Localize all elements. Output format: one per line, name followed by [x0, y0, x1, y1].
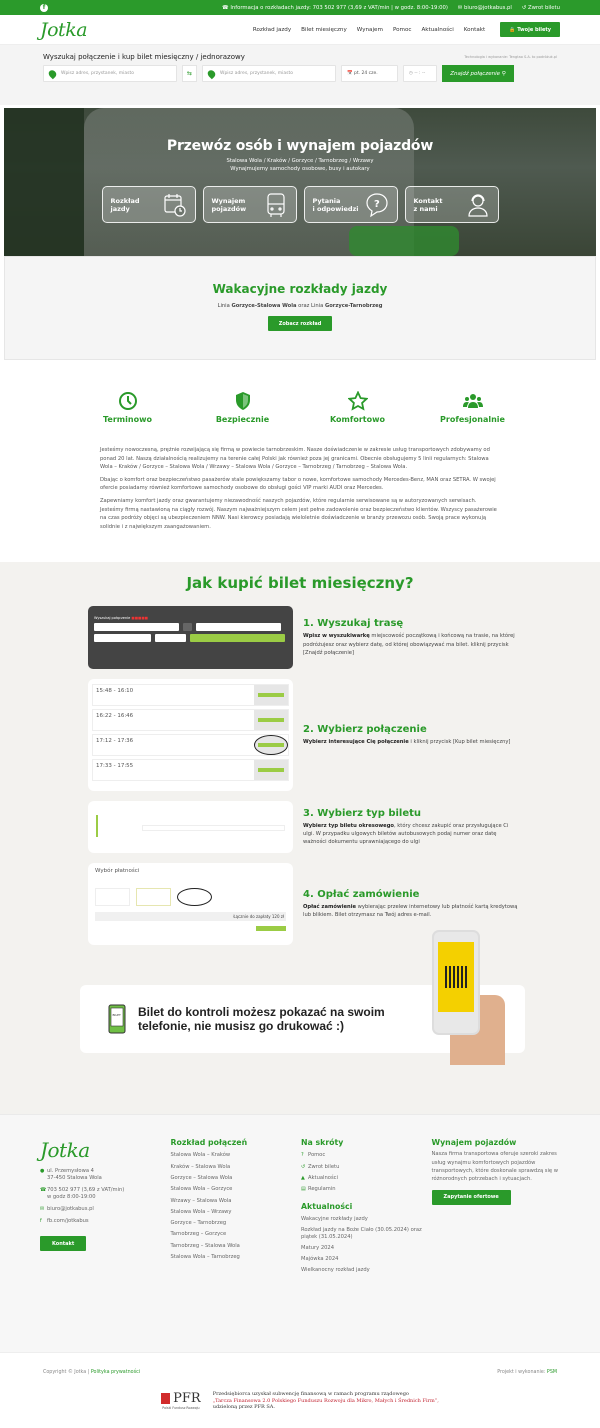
facebook-icon: f [40, 1218, 42, 1225]
shield-icon [233, 391, 253, 411]
bus-icon [264, 192, 288, 218]
see-schedule-button[interactable]: Zobacz rozkład [268, 316, 333, 331]
phone-image [432, 930, 480, 1035]
shortcut-refund[interactable]: ↺ Zwrot biletu [301, 1162, 432, 1173]
step-title: 3. Wybierz typ biletu [303, 807, 422, 819]
lock-icon: 🔒 [509, 26, 518, 33]
shortcut-help[interactable]: ? Pomoc [301, 1150, 432, 1161]
location-icon: ● [40, 1168, 45, 1175]
tile-rental[interactable]: Wynajem pojazdów [203, 186, 297, 223]
about-paragraph: Jesteśmy nowoczesną, prężnie rozwijającą się firmą w powiecie tarnobrzeskim. Nasze doświadczenie w zakresie usług transportowych zdobywamy od ponad 20 lat. Naszą działalnością realizujemy na terenie całej Polski jak również poza jej granicami. Obecnie obsługujemy 5 linii regularnych: Stalowa Wola – Kraków / Gorzyce – Stalowa Wola / Wrzawy – Stalowa Wola / Gorzyce – Tarnobrzeg / Tarnobrzeg – Stalowa Wola. [100, 447, 490, 471]
news-link[interactable]: Wakacyjne rozkłady jazdy [301, 1215, 368, 1222]
date-input[interactable]: 📅 pt. 24 cze. [341, 65, 398, 82]
end-pin-icon [206, 68, 217, 79]
feature-professional: Profesjonalnie [433, 391, 513, 424]
footer-rental: Wynajem pojazdów Nasza firma transportowa oferuje szeroki zakres usług wynajmu komfortowych pojazdów transportowych, które doskonale sprawdzą się w różnorodnych potrzebach i sytuacjach. Zapytanie ofertowe [432, 1138, 561, 1352]
about-paragraph: Zapewniamy komfort jazdy oraz gwarantujemy niezawodność naszych pojazdów, które regularnie serwisowane są w autoryzowanych serwisach. Jesteśmy firmą nastawioną na ciągły rozwój. Naszym najważniejszym celem jest pełne zadowolenie oraz bezpieczeństwo klientów. Wszyscy pasażerowie na czas podróży objęci są ubezpieczeniem NNW. Nasi kierowcy posiadają wieloletnie doświadczenie w branży przewozu osób. Swoją prace wykonują solidnie i z największym zaangażowaniem. [100, 497, 497, 530]
refund-link[interactable]: ↺ Zwrot biletu [521, 4, 560, 11]
facebook-icon[interactable]: f [40, 4, 48, 12]
time-input[interactable]: ◷ -- : -- [403, 65, 437, 82]
news-link[interactable]: Rozkład jazdy na Boże Ciało (30.05.2024) oraz piątek (31.05.2024) [301, 1226, 422, 1240]
step-text: Wybierz interesujące Cię połączenie i kliknij przycisk [Kup bilet miesięczny] [303, 739, 511, 746]
to-input[interactable]: Wpisz adres, przystanek, miasto [202, 65, 336, 82]
step-2 [88, 679, 600, 791]
svg-text:?: ? [373, 198, 380, 210]
step-4 [88, 863, 600, 945]
feature-on-time: Terminowo [88, 391, 168, 424]
footer-facebook[interactable]: fb.com/jotkabus [47, 1218, 89, 1225]
hero-subtitle: Stalowa Wola / Kraków / Gorzyce / Tarnobrzeg / Wrzawy Wynajmujemy samochody osobowe, busy i autokary [226, 158, 374, 172]
top-bar [0, 0, 600, 15]
nav-item-news[interactable]: Aktualności [421, 26, 454, 33]
nav-item-rental[interactable]: Wynajem [356, 26, 383, 33]
pfr-logo: PFR Polski Fundusz Rozwoju [162, 1391, 201, 1411]
step-title: 4. Opłać zamówienie [303, 889, 420, 901]
star-icon [348, 391, 368, 411]
holiday-schedule-section [4, 256, 596, 360]
footer [0, 1114, 600, 1352]
footer-contact: Jotka ● ul. Przemysłowa 4 37-450 Stalowa Wola ☎ 703 502 977 (3,69 z VAT/min) w godz 8:00-19:00 ✉ biuro@jotkabus.pl f fb.com/jotkabus Kontakt [40, 1138, 171, 1352]
phone-ticket-icon [108, 1004, 126, 1034]
holiday-text: Linia Gorzyce-Stalowa Wola oraz Linia Gorzyce-Tarnobrzeg [217, 303, 383, 309]
about-text [0, 424, 600, 531]
step-text: Wybierz typ biletu okresowego, który chcesz zakupić oraz przysługujące Ci ulgi. W przypadku ulgowych biletów autobusowych podaj numer oraz datę ważności dokumentu uprawniającego do ulgi [303, 822, 509, 846]
how-title: Jak kupić bilet miesięczny? [186, 574, 414, 593]
document-icon: ▤ [301, 1186, 306, 1193]
nav-item-schedule[interactable]: Rozkład jazdy [252, 26, 292, 33]
van-grille [349, 226, 459, 256]
phone-ticket-banner: BILET Bilet do kontroli możesz pokazać na swoim telefonie, nie musisz go drukować :) [80, 985, 525, 1053]
search-icon: ⚲ [501, 70, 506, 77]
shortcut-terms[interactable]: ▤ Regulamin [301, 1184, 432, 1195]
route-link[interactable]: Tarnobrzeg – Gorzyce [170, 1231, 227, 1238]
logo[interactable]: Jotka [40, 18, 88, 41]
hero-title: Przewóz osób i wynajem pojazdów [166, 138, 434, 154]
holiday-title: Wakacyjne rozkłady jazdy [212, 282, 388, 296]
footer-email[interactable]: biuro@jotkabus.pl [47, 1206, 94, 1213]
clock-icon: ◷ [409, 71, 415, 76]
question-bubble-icon [365, 192, 389, 218]
route-link[interactable]: Kraków – Stalowa Wola [170, 1163, 231, 1170]
pfr-logo-icon [161, 1393, 170, 1404]
connection-search [0, 45, 600, 105]
email-link[interactable]: ✉ biuro@jotkabus.pl [457, 4, 512, 11]
phone-icon: ☎ [40, 1187, 47, 1194]
refund-icon: ↺ [301, 1163, 306, 1170]
how-to-buy-section [0, 562, 600, 1114]
nav-item-monthly-ticket[interactable]: Bilet miesięczny [301, 26, 347, 33]
tile-contact[interactable]: Kontakt z nami [405, 186, 499, 223]
route-link[interactable]: Stalowa Wola – Wrzawy [170, 1208, 232, 1215]
footer-shortcuts: Na skróty ? Pomoc ↺ Zwrot biletu ▲ Aktualności ▤ Regulamin Aktualności Wakacyjne rozkłady jazdy Rozkład jazdy na Boże Ciało (30.05.2024) oraz piątek (31.05.2024) Matury 2024 Majówka 2024 Wielkanocny rozkład jazdy [301, 1138, 432, 1352]
news-link[interactable]: Matury 2024 [301, 1244, 335, 1251]
nav-item-help[interactable]: Pomoc [392, 26, 412, 33]
tile-schedule[interactable]: Rozkład jazdy [102, 186, 196, 223]
from-input[interactable]: Wpisz adres, przystanek, miasto [43, 65, 177, 82]
route-link[interactable]: Tarnobrzeg – Stalowa Wola [170, 1242, 240, 1249]
results-screenshot: 15:48 - 16:10 16:22 - 16:46 17:12 - 17:36 17:33 - 17:55 [88, 679, 293, 791]
swap-button[interactable] [182, 65, 197, 82]
privacy-policy-link[interactable]: Polityka prywatności [90, 1370, 141, 1376]
phone-info: ☎ Informacja o rozkładach jazdy: 703 502 977 (3,69 z VAT/min | w godz. 8:00-19:00) [222, 4, 448, 11]
quote-request-button[interactable]: Zapytanie ofertowe [432, 1190, 511, 1205]
route-link[interactable]: Stalowa Wola – Kraków [170, 1152, 231, 1159]
svg-text:BILET: BILET [112, 1013, 121, 1018]
features [0, 391, 600, 424]
author-link[interactable]: PSM [546, 1370, 557, 1376]
start-pin-icon [47, 68, 58, 79]
bell-icon: ▲ [301, 1174, 305, 1181]
ticket-type-screenshot [88, 801, 293, 853]
step-text: Wpisz w wyszukiwarkę miejscowość początkową i końcową na trasie, na której podróżujesz oraz wybierz datę, od której obowiązywać ma bilet. kliknij przycisk [Znajdź połączenie] [303, 633, 515, 656]
news-link[interactable]: Majówka 2024 [301, 1256, 339, 1263]
feature-comfort: Komfortowo [318, 391, 398, 424]
step-title: 1. Wyszukaj trasę [303, 618, 404, 630]
footer-logo: Jotka [40, 1138, 90, 1163]
clock-icon [118, 391, 138, 411]
step-3 [88, 801, 600, 853]
step-text: Opłać zamówienie wybierając przelew internetowy lub płatność kartą kredytową lub blikiem. Bilet otrzymasz na Twój adres e-mail. [303, 904, 518, 919]
tile-faq[interactable]: Pytania i odpowiedzi ? [304, 186, 398, 223]
mail-icon: ✉ [40, 1206, 45, 1213]
shortcut-news[interactable]: ▲ Aktualności [301, 1173, 432, 1184]
nav-item-contact[interactable]: Kontakt [463, 26, 486, 33]
support-agent-icon [466, 192, 490, 218]
pfr-notice: PFR Polski Fundusz Rozwoju Przedsiębiorca uzyskał subwencję finansową w ramach programu rządowego „Tarcza Finansowa 2.0 Polskiego Funduszu Rozwoju dla Mikro, Małych i Średnich Firm”, udzieloną przez PFR SA. [162, 1391, 439, 1411]
copyright-bar: Copyright © Jotka | Polityka prywatności Projekt i wykonanie: PSM [0, 1352, 600, 1383]
qr-code-icon [445, 966, 467, 988]
help-icon: ? [301, 1152, 304, 1159]
feature-safe: Bezpiecznie [203, 391, 283, 424]
your-tickets-button[interactable]: 🔒 Twoje bilety [500, 22, 560, 37]
footer-routes: Rozkład połączeń Stalowa Wola – Kraków Kraków – Stalowa Wola Gorzyce – Stalowa Wola Stalowa Wola – Gorzyce Wrzawy – Stalowa Wola Stalowa Wola – Wrzawy Gorzyce – Tarnobrzeg Tarnobrzeg – Gorzyce Tarnobrzeg – Stalowa Wola Stalowa Wola – Tarnobrzeg [171, 1138, 302, 1352]
news-link[interactable]: Wielkanocny rozkład jazdy [301, 1267, 370, 1274]
about-paragraph: Dbając o komfort oraz bezpieczeństwo pasażerów stale powiększamy tabor o nowe, komfortowe samochody Mercedes-Benz, MAN oraz SETRA. W swojej ofercie posiadamy również komfortowe samochody osobowe do obsługi gości VIP marki AUDI oraz Mercedes. [100, 476, 496, 492]
route-link[interactable]: Gorzyce – Tarnobrzeg [170, 1220, 227, 1227]
route-link[interactable]: Wrzawy – Stalowa Wola [170, 1197, 232, 1204]
step-title: 2. Wybierz połączenie [303, 724, 427, 736]
calendar-icon: 📅 [347, 71, 355, 76]
calendar-clock-icon [163, 192, 187, 218]
footer-contact-button[interactable]: Kontakt [40, 1236, 86, 1251]
route-link[interactable]: Stalowa Wola – Tarnobrzeg [170, 1254, 240, 1261]
search-title: Wyszukaj połączenie i kup bilet miesięczny / jednorazowy [43, 53, 245, 61]
payment-screenshot: Wybór płatności Łącznie do zapłaty 120 zł [88, 863, 293, 945]
main-nav [0, 15, 600, 45]
tech-credit: Technologia i wykonanie: Tengtao S.A. to podróżuk.pl [464, 55, 557, 59]
find-connection-button[interactable]: Znajdź połączenie ⚲ [442, 65, 514, 82]
users-icon [463, 391, 483, 411]
hero-banner [4, 108, 596, 256]
trees-background [4, 108, 84, 256]
step-1 [88, 606, 600, 669]
route-link[interactable]: Stalowa Wola – Gorzyce [170, 1186, 233, 1193]
swap-arrows-icon: ⇆ [186, 70, 193, 77]
search-screenshot: Wyszukaj połączenie ■■■■■ [88, 606, 293, 669]
route-link[interactable]: Gorzyce – Stalowa Wola [170, 1174, 233, 1181]
